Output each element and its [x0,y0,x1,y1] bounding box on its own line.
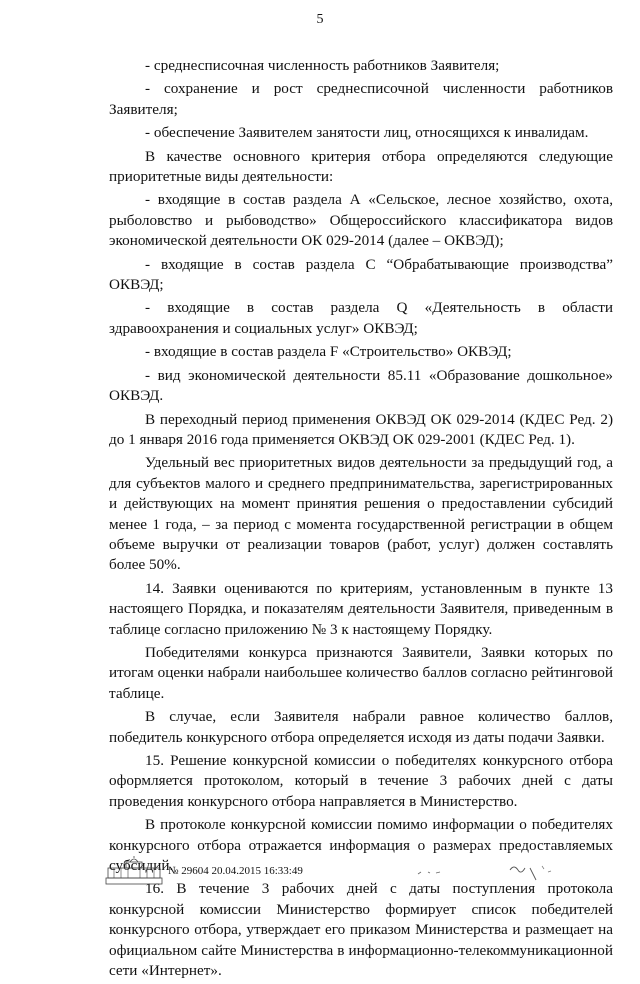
paragraph: - входящие в состав раздела Q «Деятельность в области здравоохранения и социальных услуг» ОКВЭД; [109,299,613,337]
paragraph: В переходный период применения ОКВЭД ОК 029-2014 (КДЕС Ред. 2) до 1 января 2016 года применяется ОКВЭД ОК 029-2001 (КДЕС Ред. 1). [109,410,613,448]
registration-stamp: № 29604 20.04.2015 16:33:49 [168,865,303,877]
paragraph: - сохранение и рост среднесписочной численности работников Заявителя; [109,80,613,118]
page-number: 5 [316,12,324,27]
paragraph: В качестве основного критерия отбора определяются следующие приоритетные виды деятельности: [109,147,613,186]
paragraph: 16. В течение 3 рабочих дней с даты поступления протокола конкурсной комиссии Министерство формирует список победителей конкурсного отбора, утверждает его приказом Министерства и размещает на официальном сайте Министерства в информационно-телекоммуникационной сети «Интернет». [109,880,613,980]
paragraph: Победителями конкурса признаются Заявители, Заявки которых по итогам оценки набрали наибольшее количество баллов согласно рейтинговой таблице. [109,643,613,702]
government-building-emblem-icon [104,856,164,886]
handwritten-marks-icon [414,860,574,884]
document-footer [104,856,624,890]
paragraph: 14. Заявки оцениваются по критериям, установленным в пункте 13 настоящего Порядка, и показателям деятельности Заявителя, приведенным в таблице согласно приложению № 3 к настоящему Порядку. [109,579,613,638]
paragraph: 15. Решение конкурсной комиссии о победителях конкурсного отбора оформляется протоколом, который в течение 3 рабочих дней с даты проведения конкурсного отбора направляется в Министерство. [109,752,613,810]
paragraph: В случае, если Заявителя набрали равное количество баллов, победитель конкурсного отбора определяется исходя из даты подачи Заявки. [109,708,613,746]
paragraph: - входящие в состав раздела С “Обрабатывающие производства” ОКВЭД; [109,255,613,294]
paragraph: - среднесписочная численность работников Заявителя; [145,57,500,74]
paragraph: - вид экономической деятельности 85.11 «Образование дошкольное» ОКВЭД. [109,366,613,405]
document-body [109,56,613,984]
paragraph: В протоколе конкурсной комиссии помимо информации о победителях конкурсного отбора отражается информация о размерах предоставляемых субсидий. [109,816,613,875]
paragraph: - обеспечение Заявителем занятости лиц, относящихся к инвалидам. [145,124,589,142]
paragraph: - входящие в состав раздела А «Сельское, лесное хозяйство, охота, рыболовство и рыбоводство» Общероссийского классификатора видов экономической деятельности ОК 029-2014 (далее – ОКВЭД); [109,191,613,250]
paragraph: Удельный вес приоритетных видов деятельности за предыдущий год, а для субъектов малого и среднего предпринимательства, зарегистрированных и действующих на момент принятия решения о предоставлении субсидий менее 1 года, – за период с момента государственной регистрации в общем объеме выручки от реализации товаров (работ, услуг) должен составлять более 50%. [109,454,613,574]
paragraph: - входящие в состав раздела F «Строительство» ОКВЭД; [145,343,512,361]
